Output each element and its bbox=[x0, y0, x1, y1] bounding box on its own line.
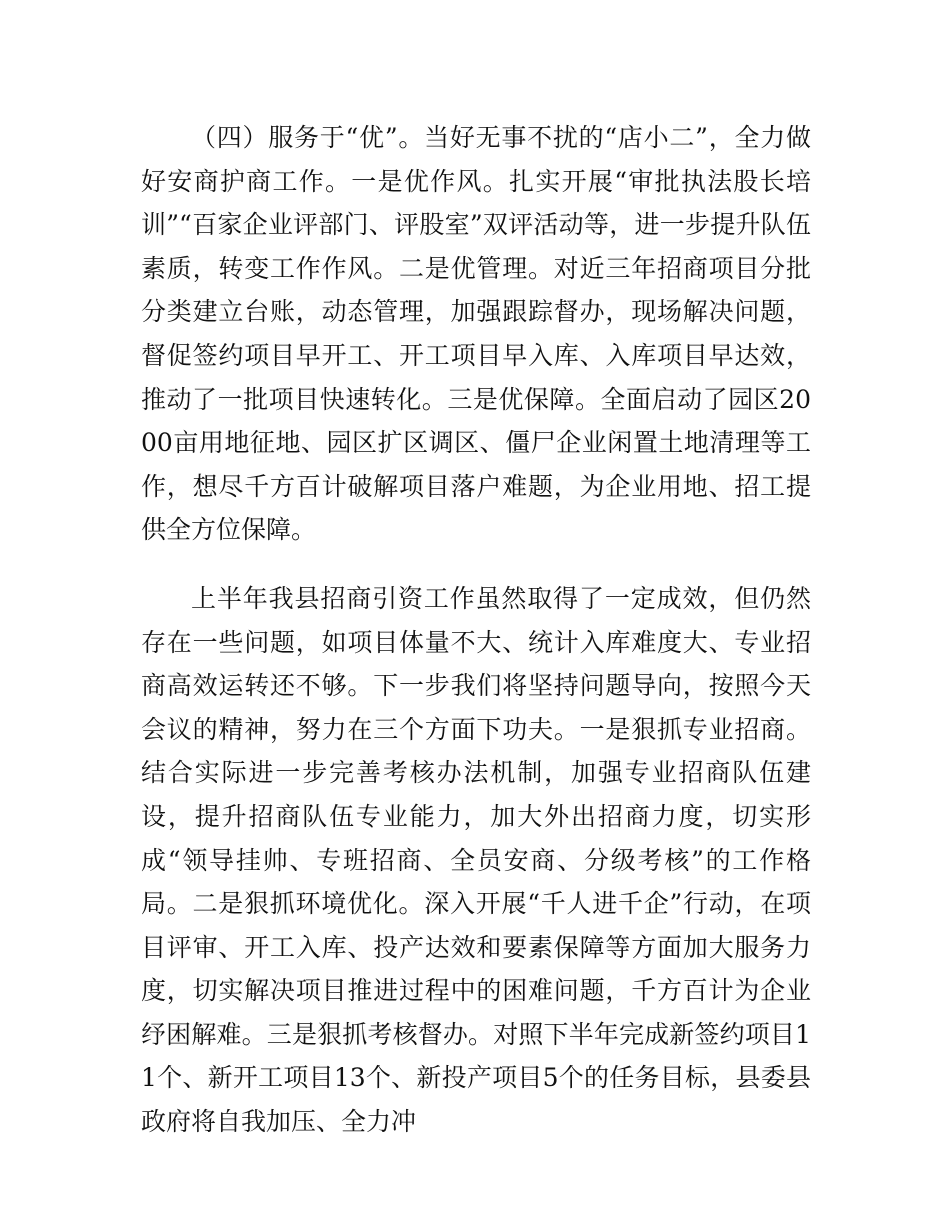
paragraph-next-steps: 上半年我县招商引资工作虽然取得了一定成效，但仍然存在一些问题，如项目体量不大、统计入库难度大、专业招商高效运转还不够。下一步我们将坚持问题导向，按照今天会议的精神，努力在三个方面下功夫。一是狠抓专业招商。结合实际进一步完善考核办法机制，加强专业招商队伍建设，提升招商队伍专业能力，加大外出招商力度，切实形成“领导挂帅、专班招商、全员安商、分级考核”的工作格局。二是狠抓环境优化。深入开展“千人进千企”行动，在项目评审、开工入库、投产达效和要素保障等方面加大服务力度，切实解决项目推进过程中的困难问题，千方百计为企业纾困解难。三是狠抓考核督办。对照下半年完成新签约项目11个、新开工项目13个、新投产项目5个的任务目标，县委县政府将自我加压、全力冲 bbox=[141, 583, 811, 1137]
document-body bbox=[141, 116, 811, 1144]
paragraph-service-optimization: （四）服务于“优”。当好无事不扰的“店小二”，全力做好安商护商工作。一是优作风。扎实开展“审批执法股长培训”“百家企业评部门、评股室”双评活动等，进一步提升队伍素质，转变工作作风。二是优管理。对近三年招商项目分批分类建立台账，动态管理，加强跟踪督办，现场解决问题，督促签约项目早开工、开工项目早入库、入库项目早达效，推动了一批项目快速转化。三是优保障。全面启动了园区2000亩用地征地、园区扩区调区、僵尸企业闲置土地清理等工作，想尽千方百计破解项目落户难题，为企业用地、招工提供全方位保障。 bbox=[141, 123, 811, 545]
